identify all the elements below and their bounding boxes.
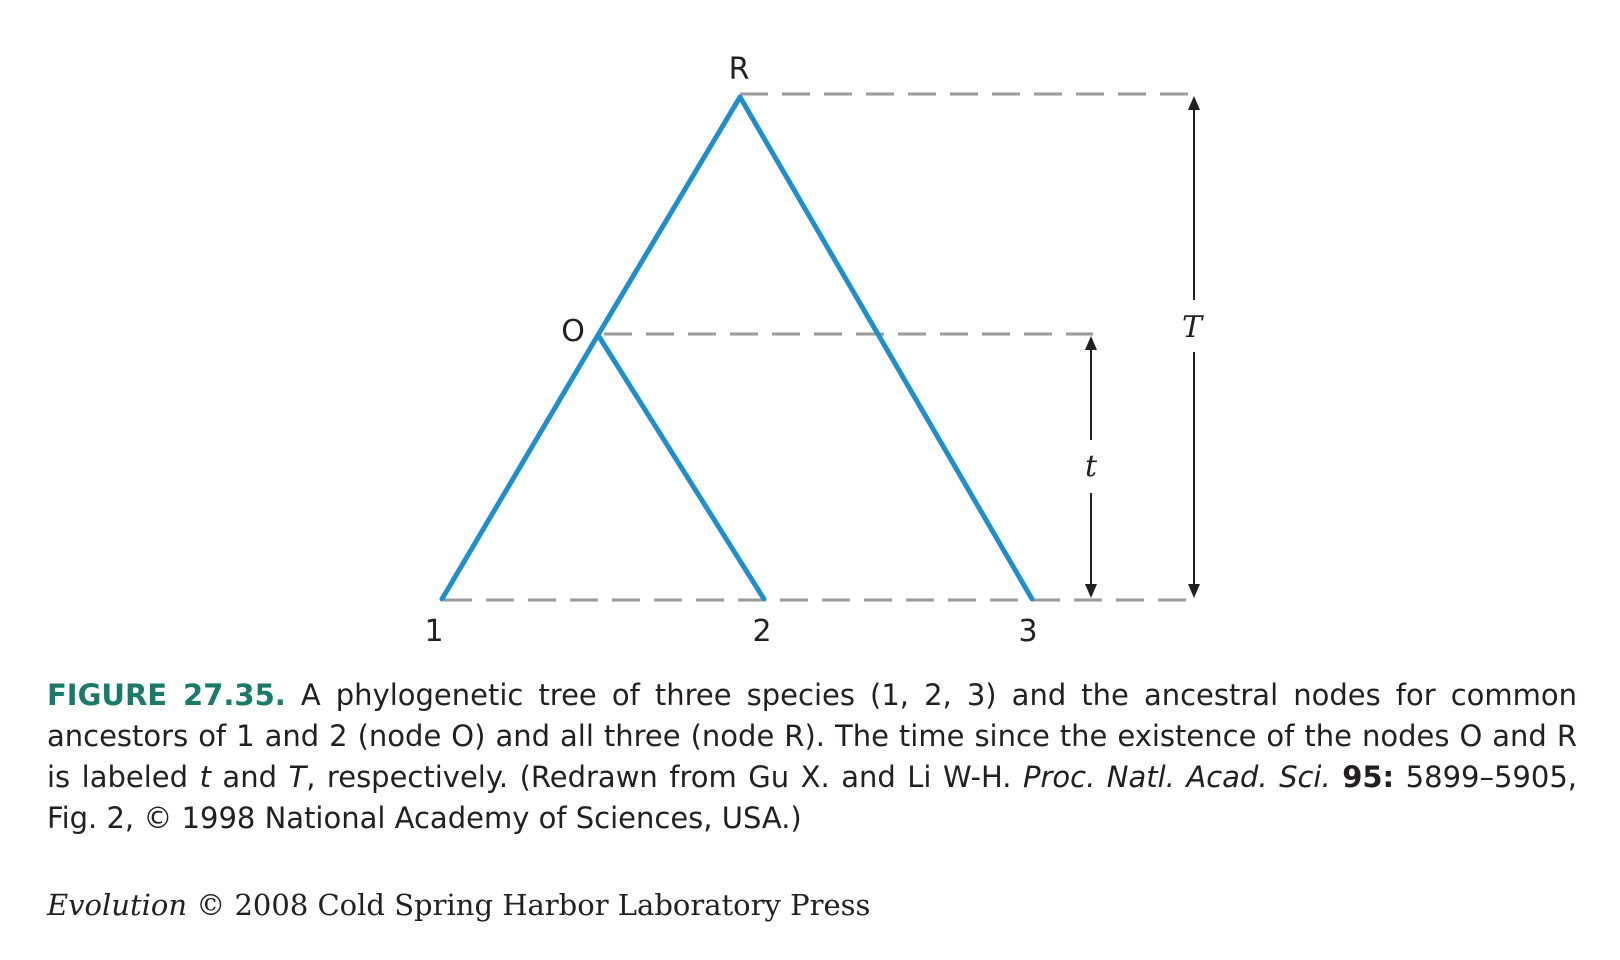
- caption-journal: Proc. Natl. Acad. Sci.: [1022, 760, 1331, 794]
- figure-caption: [47, 675, 1577, 839]
- branch-o-to-2: [598, 335, 764, 599]
- caption-text-2: and: [210, 760, 289, 794]
- t-arrowhead-up: [1085, 336, 1097, 350]
- caption-t-symbol: t: [199, 760, 211, 794]
- branch-o-to-1: [442, 335, 598, 599]
- leaf-label-2: 2: [752, 614, 772, 649]
- credit-publisher: © 2008 Cold Spring Harbor Laboratory Press: [187, 888, 871, 922]
- node-label-o: O: [561, 314, 585, 349]
- node-label-r: R: [728, 52, 750, 87]
- leaf-label-3: 3: [1018, 614, 1038, 649]
- T-dimension-label: T: [1181, 310, 1203, 345]
- t-dimension-label: t: [1084, 449, 1098, 484]
- caption-text-4: 5899–5905, Fig. 2, © 1998 National Academy of Sciences, USA.): [47, 760, 1577, 835]
- figure-number-label: FIGURE 27.35.: [47, 678, 286, 712]
- copyright-credit: [47, 888, 870, 922]
- leaf-label-1: 1: [424, 614, 444, 649]
- branch-r-to-3: [740, 97, 1032, 599]
- caption-text-1: A phylogenetic tree of three species (1, 2, 3) and the ancestral nodes for common ancestors of 1 and 2 (node O) and all three (node R). The time since the existence of the nodes O and R is labeled: [47, 678, 1577, 794]
- credit-book-title: Evolution: [47, 888, 188, 922]
- caption-text-3: , respectively. (Redrawn from Gu X. and Li W-H.: [306, 760, 1023, 794]
- T-arrowhead-down: [1188, 584, 1200, 598]
- caption-volume: 95:: [1342, 760, 1395, 794]
- t-arrowhead-down: [1085, 584, 1097, 598]
- caption-T-symbol: T: [288, 760, 307, 794]
- T-arrowhead-up: [1188, 96, 1200, 110]
- branch-r-to-o: [598, 97, 740, 335]
